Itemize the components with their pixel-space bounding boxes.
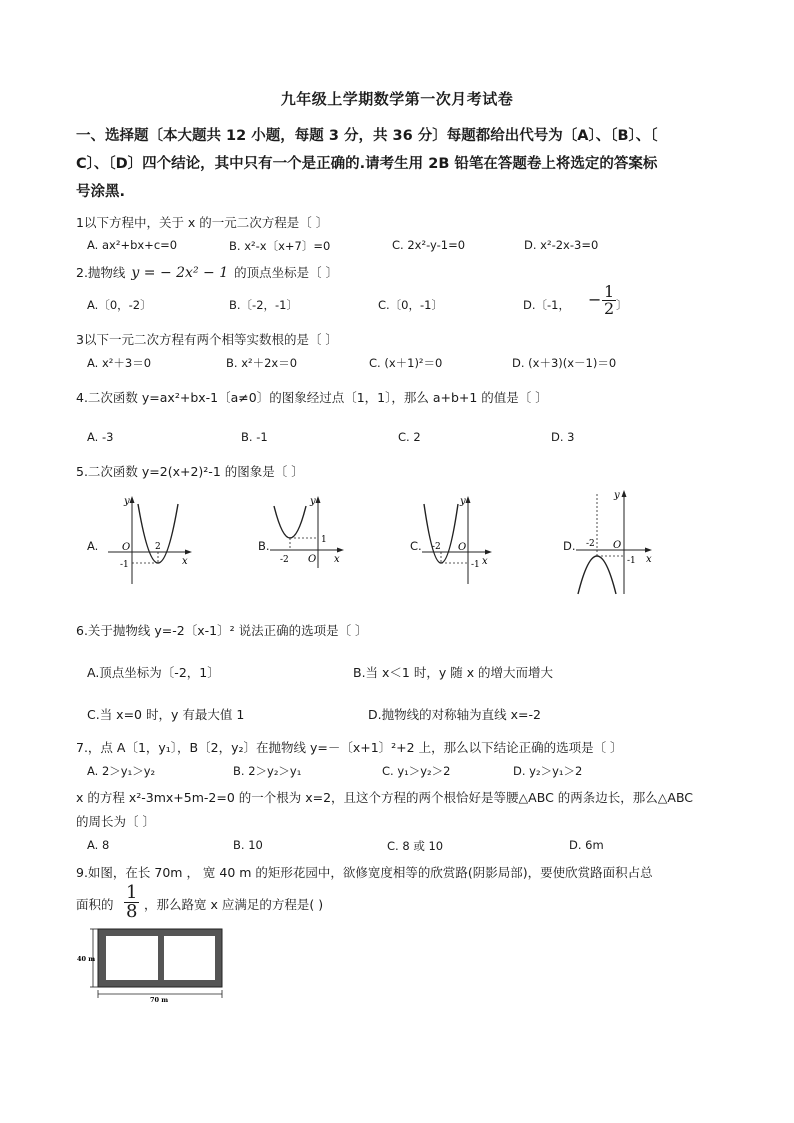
x-axis-arrow: [645, 548, 652, 553]
tick-label-neg1: -1: [471, 560, 480, 570]
q9-line2-suffix: ，那么路宽 x 应满足的方程是( ): [144, 897, 324, 912]
exam-title: 九年级上学期数学第一次月考试卷: [280, 90, 514, 108]
q7-stem: 7.，点 A〔1，y₁〕，B〔2，y₂〕在抛物线 y=－〔x+1〕²+2 上，那么以下结论正确的选项是〔 〕: [76, 740, 623, 755]
q9-fraction-denominator: 8: [126, 901, 138, 922]
q5-graph-a: [104, 492, 196, 588]
origin-label: O: [613, 540, 622, 551]
origin-label: O: [458, 542, 467, 553]
q6-stem: 6.关于抛物线 y=-2〔x-1〕² 说法正确的选项是〔 〕: [76, 623, 368, 638]
q6-option-a: A.顶点坐标为〔-2，1〕: [87, 665, 220, 680]
y-axis-arrow: [622, 490, 627, 497]
q1-option-b: B. x²-x〔x+7〕=0: [229, 239, 331, 253]
height-label: 40 m: [77, 955, 96, 963]
q3-option-b: B. x²＋2x＝0: [226, 356, 298, 370]
flower-bed-right: [164, 936, 215, 980]
y-axis-arrow: [130, 496, 135, 503]
q3-option-a: A. x²＋3＝0: [87, 356, 152, 370]
q1-stem: 1以下方程中，关于 x 的一元二次方程是〔 〕: [76, 215, 329, 230]
q9-garden-figure: [76, 926, 228, 1004]
q2-option-d-close: 〕: [616, 298, 628, 312]
q9-fraction-numerator: 1: [126, 882, 138, 903]
q8-line1: x 的方程 x²-3mx+5m-2=0 的一个根为 x=2，且这个方程的两个根恰好是等腰△ABC 的两条边长，那么△ABC: [76, 790, 694, 805]
q2-option-d: D.〔-1，: [523, 298, 570, 312]
q1-option-c: C. 2x²-y-1=0: [392, 238, 466, 252]
q4-stem: 4.二次函数 y=ax²+bx-1〔a≠0〕的图象经过点〔1，1〕，那么 a+b+1 的值是〔 〕: [76, 390, 548, 405]
q2-stem-prefix: 2.抛物线: [76, 265, 126, 280]
y-label: y: [460, 496, 466, 507]
y-axis-arrow: [316, 496, 321, 503]
x-axis-arrow: [485, 550, 492, 555]
y-axis-arrow: [466, 496, 471, 503]
q2-formula: y = − 2x² − 1: [131, 265, 229, 281]
tick-label-neg2: -2: [280, 555, 289, 565]
x-label: x: [334, 554, 340, 565]
q9-line2-prefix: 面积的: [76, 897, 114, 912]
q2-stem-suffix: 的顶点坐标是〔 〕: [234, 265, 339, 280]
q2-fraction-denominator: 2: [604, 299, 615, 318]
x-label: x: [646, 554, 652, 565]
q5-stem: 5.二次函数 y=2(x+2)²-1 的图象是〔 〕: [76, 464, 304, 479]
flower-bed-left: [106, 936, 158, 980]
q2-option-c: C.〔0，-1〕: [378, 298, 443, 312]
q5-option-b-label: B.: [258, 539, 270, 553]
section-heading-line1: 一、选择题〔本大题共 12 小题，每题 3 分，共 36 分〕每题都给出代号为〔A〕、〔B〕、〔: [76, 128, 658, 144]
parabola-curve: [578, 556, 616, 594]
parabola-curve: [138, 504, 178, 563]
tick-label-neg2: -2: [586, 539, 595, 549]
q8-option-a: A. 8: [87, 838, 110, 852]
q3-stem: 3以下一元二次方程有两个相等实数根的是〔 〕: [76, 332, 338, 347]
q5-option-a-label: A.: [87, 539, 99, 553]
origin-label: O: [308, 554, 317, 565]
q8-line2: 的周长为〔 〕: [76, 814, 155, 829]
origin-label: O: [122, 542, 131, 553]
x-label: x: [482, 556, 488, 567]
q2-option-d-fraction: [602, 284, 616, 317]
q2-option-d-minus: −: [588, 290, 602, 309]
width-label: 70 m: [150, 996, 169, 1004]
q5-graph-c: [418, 492, 498, 588]
parabola-curve: [424, 504, 458, 563]
x-label: x: [182, 556, 188, 567]
q2-fraction-numerator: 1: [604, 282, 615, 301]
x-axis-arrow: [337, 548, 344, 553]
section-heading-line2: C〕、〔D〕四个结论，其中只有一个是正确的.请考生用 2B 铅笔在答题卷上将选定的答案标: [76, 156, 658, 172]
parabola-curve: [274, 506, 306, 538]
q5-option-d-label: D.: [563, 539, 576, 553]
y-label: y: [124, 496, 130, 507]
q7-option-b: B. 2＞y₂＞y₁: [233, 764, 302, 778]
q5-option-c-label: C.: [410, 539, 422, 553]
q6-option-d: D.抛物线的对称轴为直线 x=-2: [368, 707, 541, 722]
q7-option-a: A. 2＞y₁＞y₂: [87, 764, 156, 778]
q3-option-d: D. (x＋3)(x－1)＝0: [512, 356, 617, 370]
q7-option-d: D. y₂＞y₁＞2: [513, 764, 583, 778]
q6-option-c: C.当 x=0 时，y 有最大值 1: [87, 707, 245, 722]
q5-graph-b: [266, 492, 350, 572]
q4-option-b: B. -1: [241, 430, 268, 444]
tick-label-1: 1: [321, 535, 327, 545]
q9-fraction: [124, 884, 139, 921]
q5-graph-d: [572, 486, 656, 598]
q6-option-b: B.当 x＜1 时，y 随 x 的增大而增大: [353, 665, 554, 680]
tick-label-2: 2: [155, 542, 161, 552]
q3-option-c: C. (x＋1)²＝0: [369, 356, 443, 370]
y-label: y: [614, 490, 620, 501]
tick-label-neg1: -1: [627, 556, 636, 566]
q8-option-d: D. 6m: [569, 838, 604, 852]
q9-line1: 9.如图，在长 70m ， 宽 40 m 的矩形花园中，欲修宽度相等的欣赏路(阴影局部)，要使欣赏路面积占总: [76, 865, 653, 880]
q2-option-b: B.〔-2，-1〕: [229, 298, 298, 312]
x-axis-arrow: [185, 550, 192, 555]
q2-option-a: A.〔0，-2〕: [87, 298, 152, 312]
q1-option-a: A. ax²+bx+c=0: [87, 238, 178, 252]
q4-option-c: C. 2: [398, 430, 421, 444]
q4-option-d: D. 3: [551, 430, 575, 444]
section-heading-line3: 号涂黑.: [76, 184, 126, 200]
tick-label-neg2: -2: [432, 542, 441, 552]
tick-label-neg1: -1: [120, 560, 129, 570]
q8-option-c: C. 8 或 10: [387, 839, 444, 853]
y-label: y: [310, 496, 316, 507]
q8-option-b: B. 10: [233, 838, 263, 852]
q1-option-d: D. x²-2x-3=0: [524, 238, 599, 252]
q4-option-a: A. -3: [87, 430, 114, 444]
q7-option-c: C. y₁＞y₂＞2: [382, 764, 451, 778]
